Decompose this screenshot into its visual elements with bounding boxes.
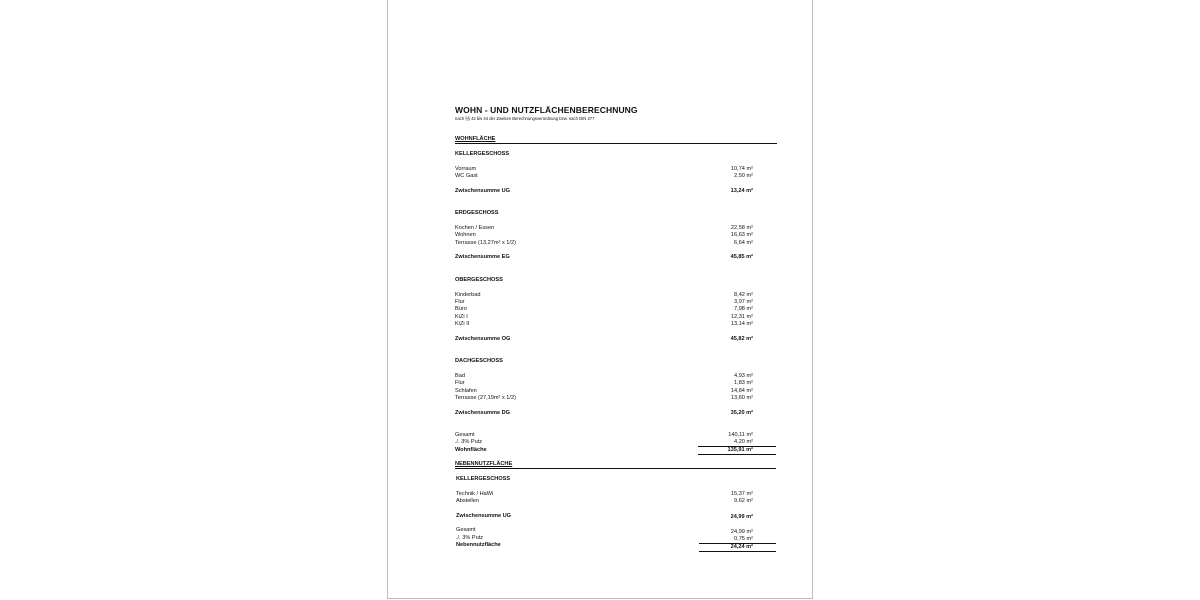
room-label: WC Gast — [455, 173, 478, 179]
document-subtitle: nach §§ 42 bis 44 der Zweiten Berechnungsverordnung bzw. nach DIN 277 — [455, 116, 595, 121]
room-value: 2,50 m² — [734, 173, 753, 179]
room-value: 22,58 m² — [730, 225, 753, 231]
total-value: 24,24 m² — [730, 544, 753, 550]
room-label: Schlafen — [455, 388, 477, 394]
room-label: Wohnen — [455, 232, 476, 238]
room-value: 4,93 m² — [734, 373, 753, 379]
gesamt-value: 24,99 m² — [730, 529, 753, 535]
subtotal-label: Zwischensumme EG — [455, 254, 510, 260]
floor-title-dach: DACHGESCHOSS — [455, 358, 503, 364]
total-label: Nebennutzfläche — [456, 542, 501, 548]
room-value: 13,14 m² — [730, 321, 753, 327]
document-title: WOHN - UND NUTZFLÄCHENBERECHNUNG — [455, 105, 638, 115]
putz-value: 4,20 m² — [734, 439, 753, 445]
room-value: 15,37 m² — [730, 491, 753, 497]
room-value: 3,97 m² — [734, 299, 753, 305]
room-label: Vorraum — [455, 166, 477, 172]
room-value: 14,84 m² — [730, 388, 753, 394]
room-label: KiZi II — [455, 321, 470, 327]
room-label: Flur — [455, 299, 465, 305]
room-value: 6,64 m² — [734, 240, 753, 246]
total-label: Wohnfläche — [455, 447, 487, 453]
section-header-nebennutzflaeche: NEBENNUTZFLÄCHE — [455, 461, 513, 467]
floor-title-keller: KELLERGESCHOSS — [455, 151, 510, 157]
room-label: Flur — [455, 380, 465, 386]
subtotal-value: 45,82 m² — [730, 336, 753, 342]
subtotal-label: Zwischensumme DG — [455, 410, 511, 416]
room-value: 9,62 m² — [734, 498, 753, 504]
room-label: Kinderbad — [455, 292, 481, 298]
room-label: Büro — [455, 306, 467, 312]
subtotal-value: 35,20 m² — [730, 410, 753, 416]
section-divider — [455, 468, 776, 469]
room-label: KiZi I — [455, 314, 468, 320]
section-header-wohnflaeche: WOHNFLÄCHE — [455, 136, 496, 142]
room-label: Kochen / Essen — [455, 225, 495, 231]
subtotal-value: 24,99 m² — [730, 514, 753, 520]
floor-title-ober: OBERGESCHOSS — [455, 277, 503, 283]
room-value: 13,60 m² — [730, 395, 753, 401]
total-underline — [698, 454, 776, 455]
putz-label: ./. 3% Putz — [455, 439, 483, 445]
subtotal-label: Zwischensumme OG — [455, 336, 511, 342]
putz-value: 0,75 m² — [734, 536, 753, 542]
room-value: 12,31 m² — [730, 314, 753, 320]
room-value: 1,83 m² — [734, 380, 753, 386]
total-underline — [699, 551, 776, 552]
subtotal-value: 13,24 m² — [730, 188, 753, 194]
subtotal-label: Zwischensumme UG — [456, 513, 512, 519]
floor-title-keller: KELLERGESCHOSS — [456, 476, 511, 482]
floor-title-erd: ERDGESCHOSS — [455, 210, 499, 216]
section-divider — [455, 143, 777, 144]
room-label: Terrasse (27,19m² x 1/2) — [455, 395, 516, 401]
room-label: Abstellen — [456, 498, 480, 504]
putz-label: ./. 3% Putz — [456, 535, 484, 541]
room-value: 7,98 m² — [734, 306, 753, 312]
room-label: Terrasse (13,27m² x 1/2) — [455, 240, 516, 246]
gesamt-label: Gesamt — [456, 527, 476, 533]
total-value: 135,91 m² — [727, 447, 753, 453]
gesamt-label: Gesamt — [455, 432, 475, 438]
room-value: 10,74 m² — [730, 166, 753, 172]
gesamt-value: 140,11 m² — [728, 432, 753, 438]
room-label: Technik / HaWi — [456, 491, 494, 497]
document-page — [387, 0, 813, 599]
room-label: Bad — [455, 373, 465, 379]
room-value: 8,42 m² — [734, 292, 753, 298]
room-value: 16,63 m² — [730, 232, 753, 238]
subtotal-value: 45,85 m² — [730, 254, 753, 260]
subtotal-label: Zwischensumme UG — [455, 188, 511, 194]
